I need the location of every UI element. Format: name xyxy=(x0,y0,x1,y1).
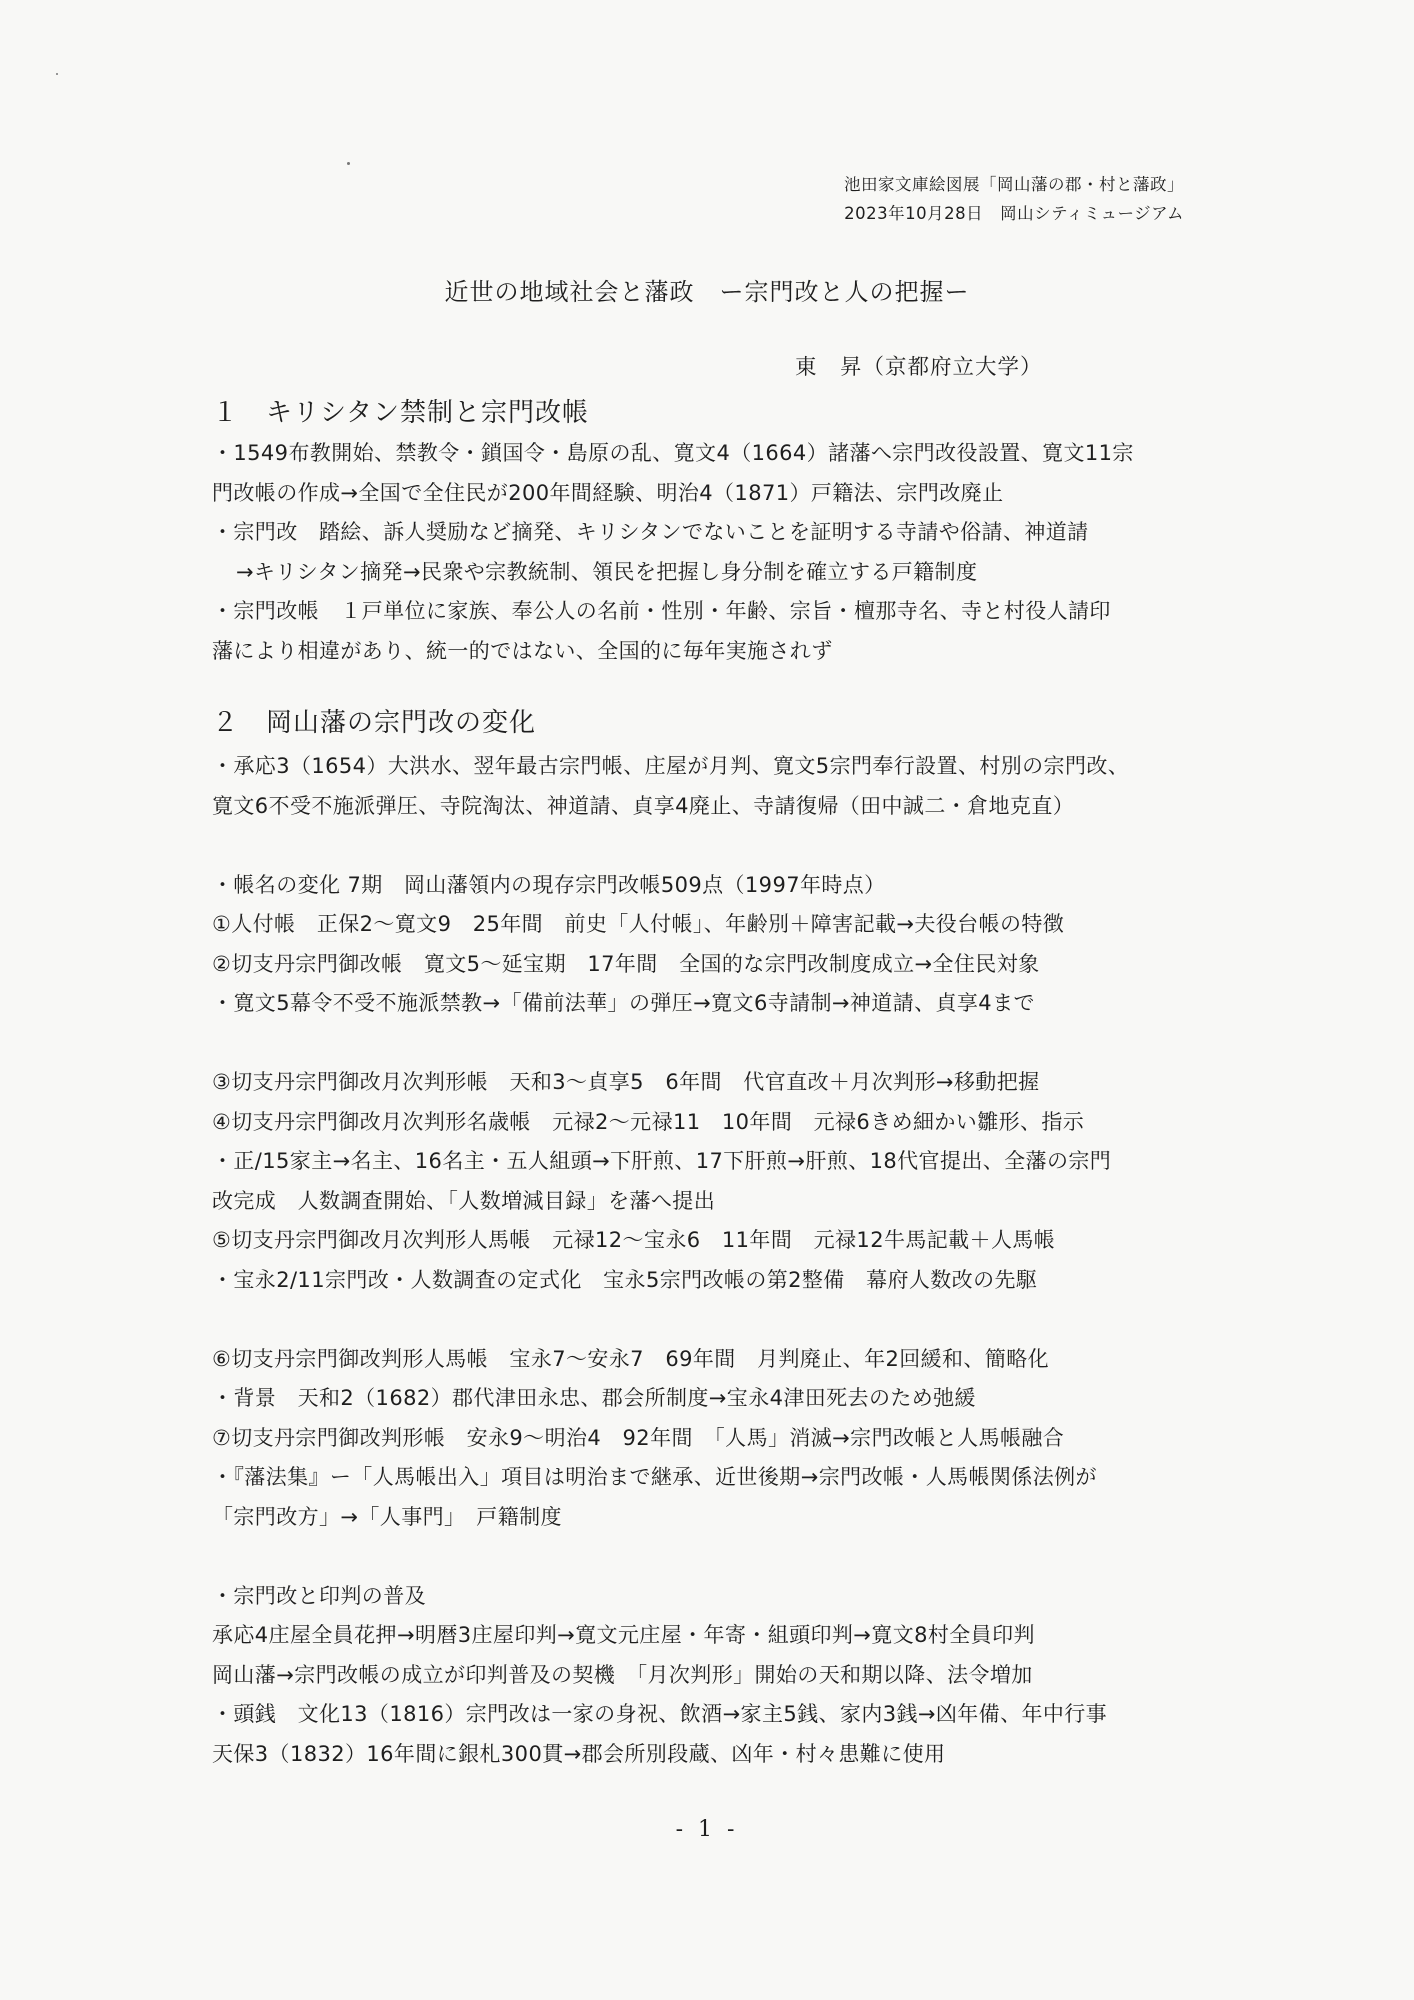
author-line: 東 昇（京都府立大学） xyxy=(795,355,1043,380)
text-line: ⑦切支丹宗門御改判形帳 安永9～明治4 92年間 「人馬」消滅→宗門改帳と人馬帳融合 xyxy=(212,1425,1065,1450)
text-line: ②切支丹宗門御改帳 寛文5～延宝期 17年間 全国的な宗門改制度成立→全住民対象 xyxy=(212,951,1040,976)
blank-line xyxy=(212,1537,1202,1577)
text-line: ①人付帳 正保2～寛文9 25年間 前史「人付帳」、年齢別＋障害記載→夫役台帳の特徴 xyxy=(212,912,1065,936)
text-line: 承応4庄屋全員花押→明暦3庄屋印判→寛文元庄屋・年寄・組頭印判→寛文8村全員印判 xyxy=(212,1623,1035,1647)
text-line: ・頭銭 文化13（1816）宗門改は一家の身祝、飲酒→家主5銭、家内3銭→凶年備、年中行事 xyxy=(212,1702,1108,1726)
text-line: ③切支丹宗門御改月次判形帳 天和3～貞享5 6年間 代官直改＋月次判形→移動把握 xyxy=(212,1070,1040,1094)
text-line: ・帳名の変化 7期 岡山藩領内の現存宗門改帳509点（1997年時点） xyxy=(212,872,886,897)
text-line: ・宗門改 踏絵、訴人奨励など摘発、キリシタンでないことを証明する寺請や俗請、神道請 xyxy=(212,520,1089,544)
text-line: →キリシタン摘発→民衆や宗教統制、領民を把握し身分制を確立する戸籍制度 xyxy=(236,559,978,584)
page-number: - 1 - xyxy=(675,1817,739,1842)
section-2-heading: ２ 岡山藩の宗門改の変化 xyxy=(212,708,537,738)
document-title: 近世の地域社会と藩政 ー宗門改と人の把握ー xyxy=(444,278,970,306)
text-line: ⑥切支丹宗門御改判形人馬帳 宝永7～安永7 69年間 月判廃止、年2回緩和、簡略化 xyxy=(212,1346,1050,1371)
section-1-heading: １ キリシタン禁制と宗門改帳 xyxy=(212,398,589,428)
text-line: ④切支丹宗門御改月次判形名歳帳 元禄2～元禄11 10年間 元禄6きめ細かい雛形、指示 xyxy=(212,1109,1085,1134)
exhibition-title: 池田家文庫絵図展「岡山藩の郡・村と藩政」 xyxy=(844,175,1184,194)
text-line: 天保3（1832）16年間に銀札300貫→郡会所別段蔵、凶年・村々患難に使用 xyxy=(212,1741,946,1766)
text-line: ・宗門改帳 １戸単位に家族、奉公人の名前・性別・年齢、宗旨・檀那寺名、寺と村役人請印 xyxy=(212,599,1111,623)
text-line: ・寛文5幕令不受不施派禁教→「備前法華」の弾圧→寛文6寺請制→神道請、貞享4まで xyxy=(212,991,1035,1015)
text-line: ・正/15家主→名主、16名主・五人組頭→下肝煎、17下肝煎→肝煎、18代官提出、全藩の宗門 xyxy=(212,1149,1112,1173)
text-line: 改完成 人数調査開始、「人数増減目録」を藩へ提出 xyxy=(212,1188,716,1213)
blank-line xyxy=(212,1024,1202,1064)
section-2-body xyxy=(212,747,1202,1774)
blank-line xyxy=(212,1300,1202,1340)
text-line: ・宗門改と印判の普及 xyxy=(212,1583,426,1608)
paper-speck xyxy=(347,162,350,165)
date-venue: 2023年10月28日 岡山シティミュージアム xyxy=(844,204,1184,223)
text-line: ・『藩法集』ー「人馬帳出入」項目は明治まで継承、近世後期→宗門改帳・人馬帳関係法例が xyxy=(212,1465,1097,1489)
text-line: ・1549布教開始、禁教令・鎖国令・島原の乱、寛文4（1664）諸藩へ宗門改役設置、寛文11宗 xyxy=(212,441,1134,465)
text-line: 岡山藩→宗門改帳の成立が印判普及の契機 「月次判形」開始の天和期以降、法令増加 xyxy=(212,1662,1033,1687)
text-line: ・宝永2/11宗門改・人数調査の定式化 宝永5宗門改帳の第2整備 幕府人数改の先駆 xyxy=(212,1267,1038,1292)
text-line: ・承応3（1654）大洪水、翌年最古宗門帳、庄屋が月判、寛文5宗門奉行設置、村別の宗門改、 xyxy=(212,754,1130,778)
text-line: 門改帳の作成→全国で全住民が200年間経験、明治4（1871）戸籍法、宗門改廃止 xyxy=(212,480,1004,505)
text-line: ⑤切支丹宗門御改月次判形人馬帳 元禄12～宝永6 11年間 元禄12牛馬記載＋人馬帳 xyxy=(212,1228,1056,1252)
text-line: 藩により相違があり、統一的ではない、全国的に毎年実施されず xyxy=(212,638,833,663)
text-line: 寛文6不受不施派弾圧、寺院淘汰、神道請、貞享4廃止、寺請復帰（田中誠二・倉地克直） xyxy=(212,793,1075,818)
document-header xyxy=(844,170,1184,228)
section-1-body xyxy=(212,434,1202,671)
text-line: 「宗門改方」→「人事門」 戸籍制度 xyxy=(212,1504,562,1529)
text-line: ・背景 天和2（1682）郡代津田永忠、郡会所制度→宝永4津田死去のため弛緩 xyxy=(212,1386,976,1410)
blank-line xyxy=(212,826,1202,866)
paper-speck xyxy=(56,73,58,75)
